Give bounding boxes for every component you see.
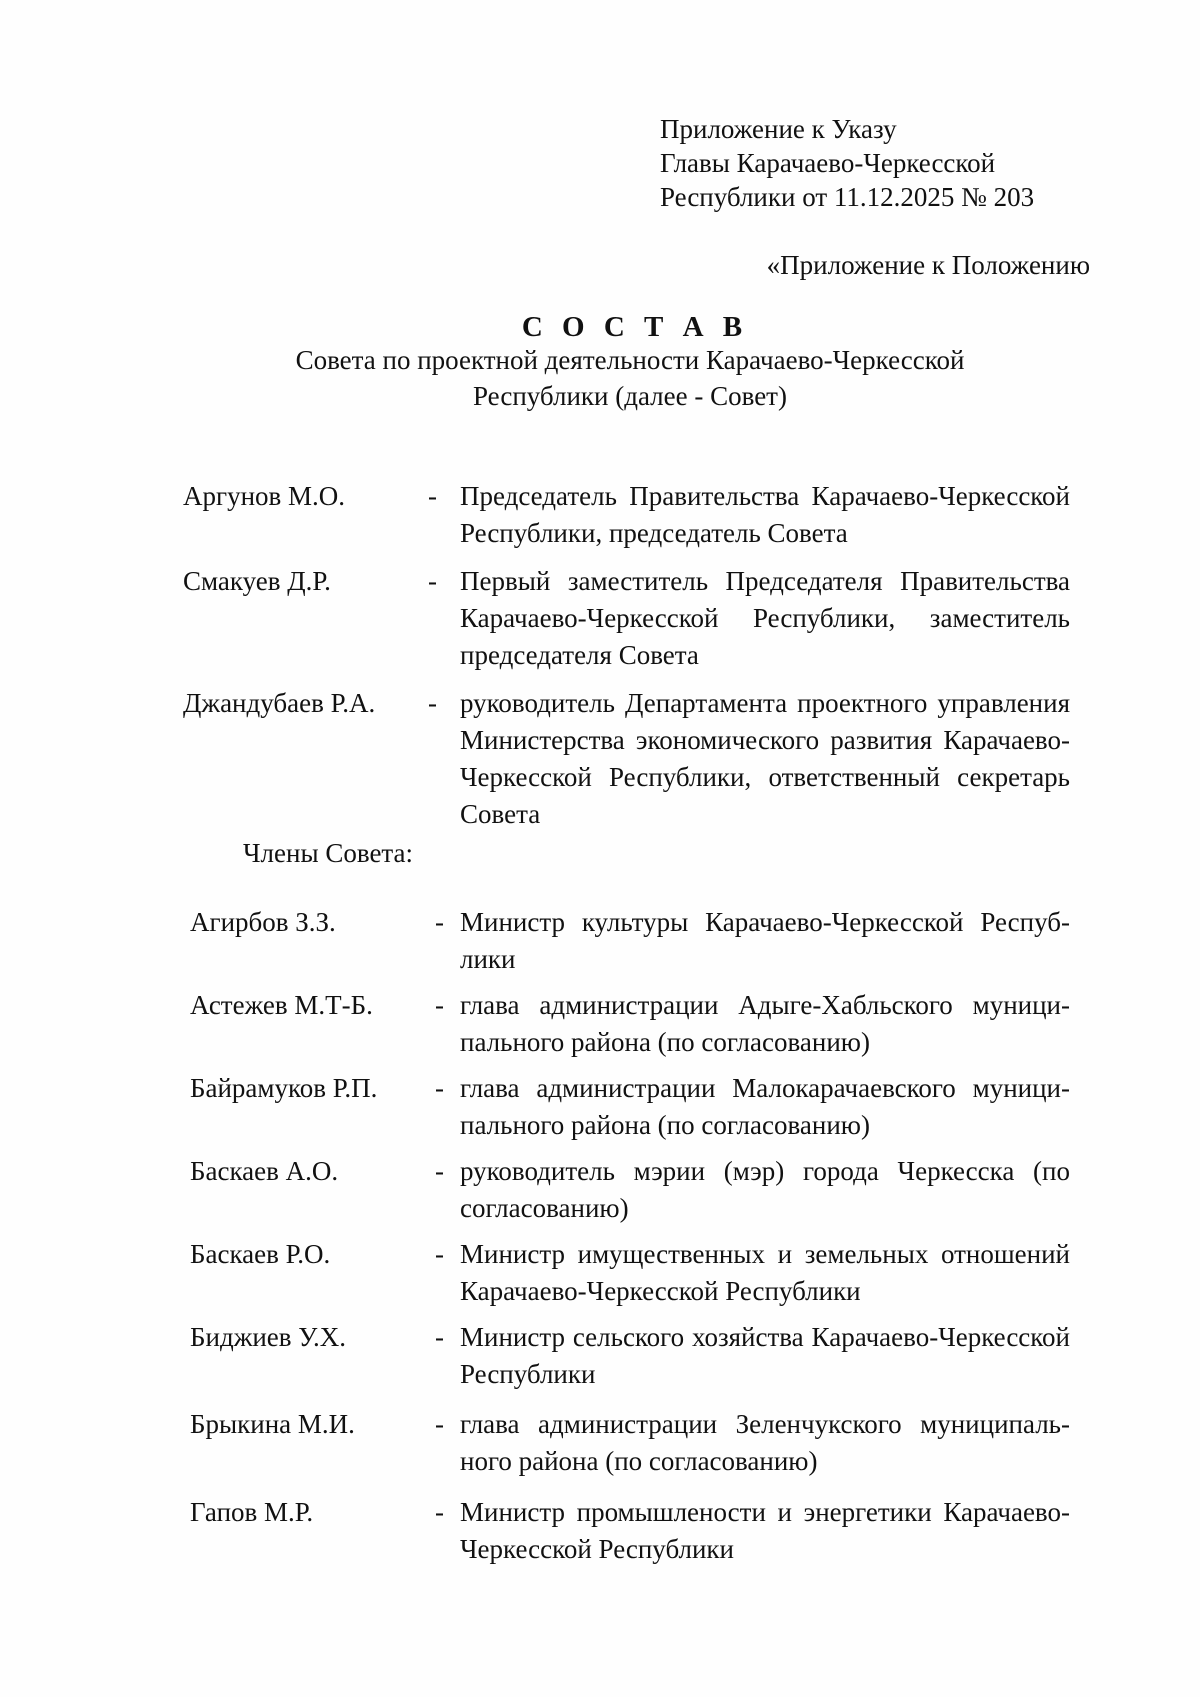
- subtitle-line-2: Республики (далее - Совет): [473, 381, 787, 411]
- member-dash: -: [428, 688, 437, 718]
- member-name: Агирбов З.З.: [190, 907, 336, 937]
- member-name: Брыкина М.И.: [190, 1409, 355, 1439]
- member-name: Гапов М.Р.: [190, 1497, 314, 1527]
- member-role: Министр сельского хозяйства Карачаево-Черкесской Республики: [460, 1322, 1070, 1389]
- member-name: Байрамуков Р.П.: [190, 1073, 378, 1103]
- member-role: Министр имущественных и земельных отношений Карачаево-Черкесской Республики: [460, 1239, 1070, 1306]
- member-role: глава администрации Малокарачаевского муниципального района (по согласованию): [460, 1073, 1070, 1140]
- member-name: Биджиев У.Х.: [190, 1322, 346, 1352]
- appendix-line-3: Республики от 11.12.2025 № 203: [660, 182, 1035, 212]
- regulation-reference: «Приложение к Положению: [766, 250, 1090, 280]
- members-section-label: Члены Совета:: [243, 838, 414, 868]
- member-dash: -: [435, 1073, 444, 1103]
- member-role: Министр промышлености и энергетики Карачаево-Черкесской Республики: [460, 1497, 1070, 1564]
- member-dash: -: [435, 1497, 444, 1527]
- appendix-line-2: Главы Карачаево-Черкесской: [660, 148, 996, 178]
- member-dash: -: [435, 1239, 444, 1269]
- member-dash: -: [428, 566, 437, 596]
- member-dash: -: [435, 1156, 444, 1186]
- member-role: глава администрации Зеленчукского муниципального района (по согласованию): [460, 1409, 1070, 1476]
- appendix-line-1: Приложение к Указу: [660, 114, 897, 144]
- subtitle-line-1: Совета по проектной деятельности Карачаево-Черкесской: [295, 345, 965, 375]
- appendix-header: [660, 112, 1034, 214]
- member-name: Баскаев Р.О.: [190, 1239, 331, 1269]
- member-role: руководитель Департамента проектного управления Министерства экономического развития Карачаево-Черкесской Республики, ответственный секретарь Совета: [460, 688, 1070, 829]
- member-role: Первый заместитель Председателя Правительства Карачаево-Черкесской Республики, заместитель председателя Совета: [460, 566, 1070, 670]
- document-title: С О С Т А В: [521, 311, 749, 343]
- member-name: Астежев М.Т-Б.: [190, 990, 373, 1020]
- member-dash: -: [435, 1322, 444, 1352]
- member-name: Баскаев А.О.: [190, 1156, 339, 1186]
- member-name: Джандубаев Р.А.: [183, 688, 376, 718]
- member-dash: -: [435, 1409, 444, 1439]
- member-role: Министр культуры Карачаево-Черкесской Республики: [460, 907, 1070, 974]
- member-role: руководитель мэрии (мэр) города Черкесска (по согласованию): [460, 1156, 1070, 1223]
- member-dash: -: [435, 990, 444, 1020]
- member-name: Смакуев Д.Р.: [183, 566, 331, 596]
- member-name: Аргунов М.О.: [183, 481, 346, 511]
- document-subtitle: [230, 342, 1030, 414]
- member-role: Председатель Правительства Карачаево-Черкесской Республики, председатель Совета: [460, 481, 1070, 548]
- member-role: глава администрации Адыге-Хабльского муниципального района (по согласованию): [460, 990, 1070, 1057]
- member-dash: -: [428, 481, 437, 511]
- member-dash: -: [435, 907, 444, 937]
